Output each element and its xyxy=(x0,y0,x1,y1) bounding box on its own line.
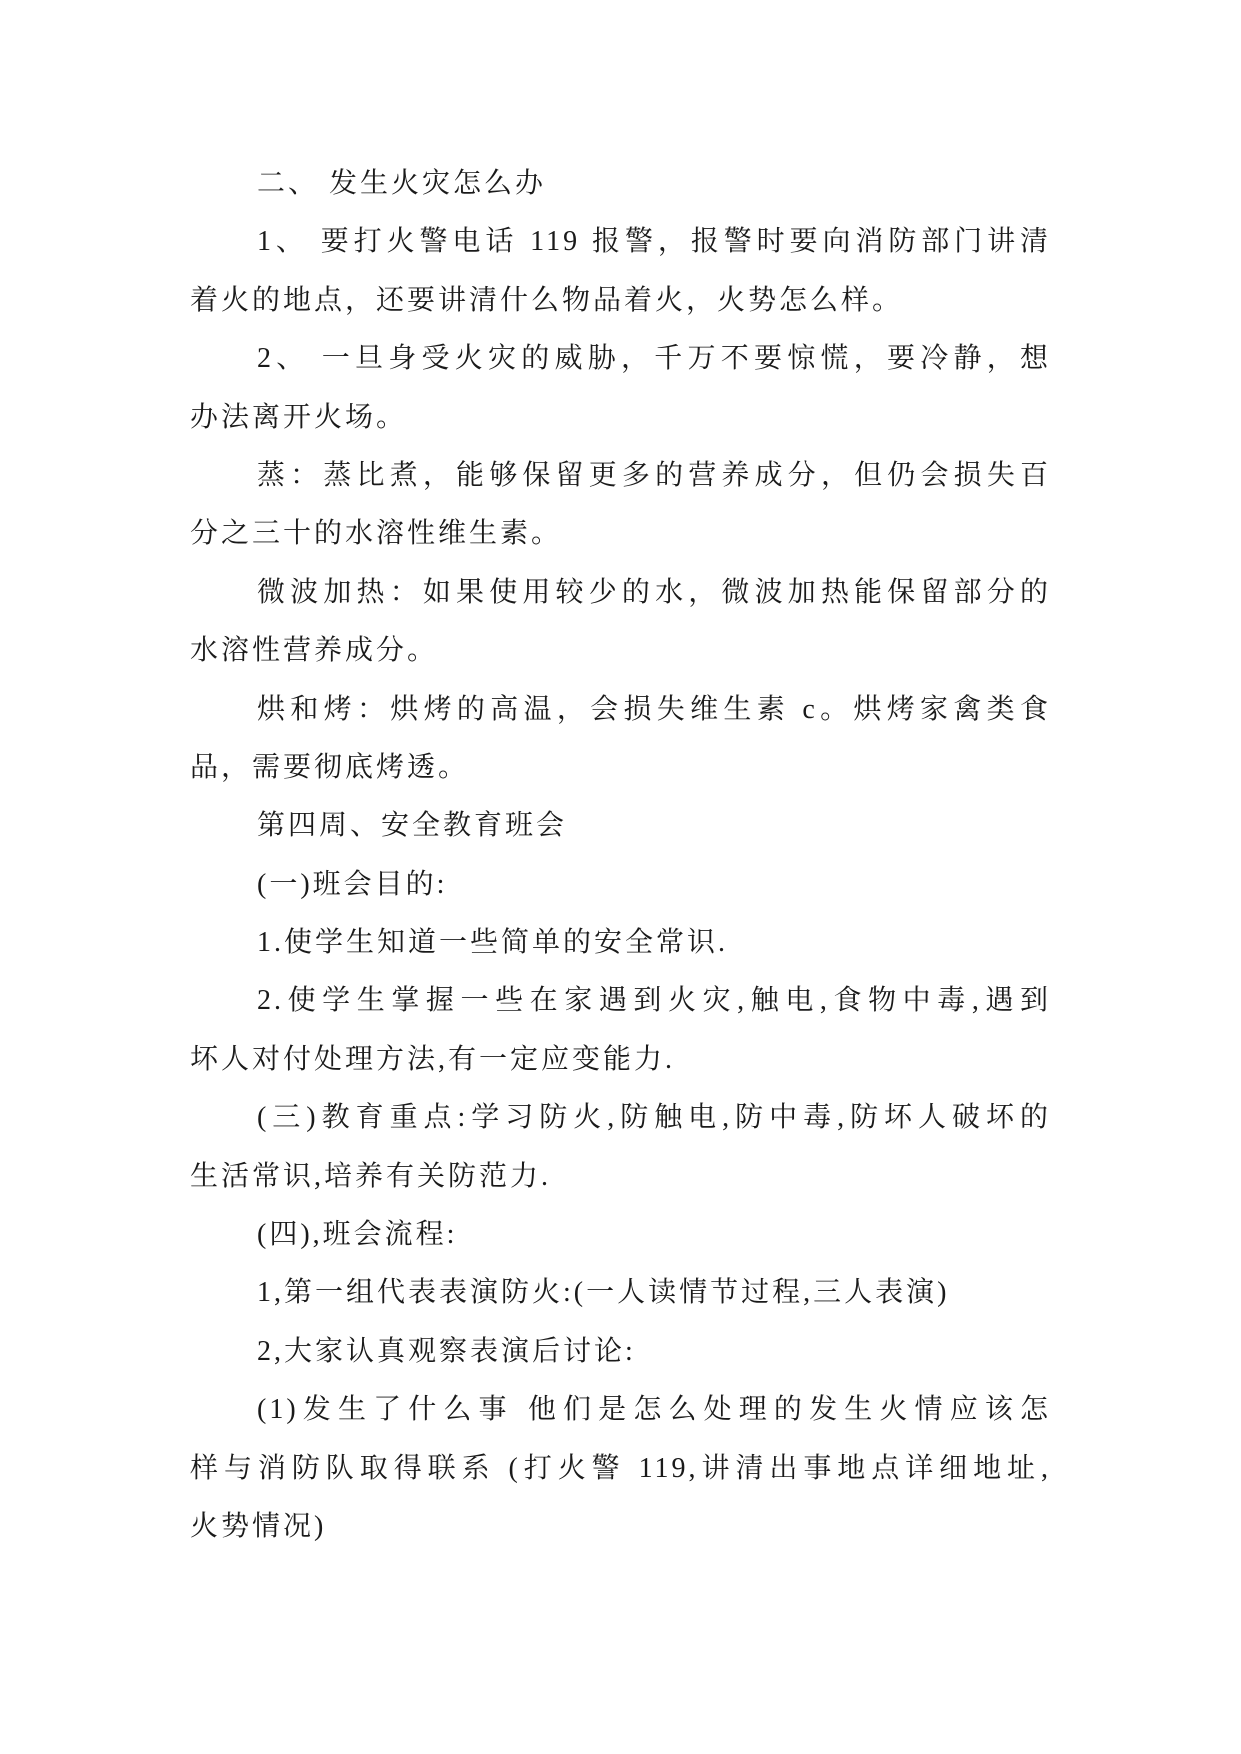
week-four-heading xyxy=(190,797,1051,855)
text-line: (三)教育重点:学习防火,防触电,防中毒,防坏人破坏的 xyxy=(257,1102,1051,1134)
text-line: 2、 一旦身受火灾的威胁，千万不要惊慌，要冷静，想 xyxy=(257,343,1051,375)
process-step-2 xyxy=(190,1323,1051,1381)
goal-item-2 xyxy=(190,972,1051,1089)
education-focus-paragraph xyxy=(190,1089,1051,1206)
discussion-question-1 xyxy=(190,1381,1051,1556)
text-line: 样与消防队取得联系 (打火警 119,讲清出事地点详细地址, xyxy=(190,1452,1051,1484)
text-line: (一)班会目的: xyxy=(257,868,448,900)
process-step-1 xyxy=(190,1264,1051,1322)
text-line: 坏人对付处理方法,有一定应变能力. xyxy=(190,1043,676,1075)
fire-step-2 xyxy=(190,330,1051,447)
text-line: 蒸：蒸比煮，能够保留更多的营养成分，但仍会损失百 xyxy=(257,459,1051,491)
text-line: 办法离开火场。 xyxy=(190,401,408,433)
text-line: 分之三十的水溶性维生素。 xyxy=(190,518,563,550)
text-line: 生活常识,培养有关防范力. xyxy=(190,1160,552,1192)
text-line: 2.使学生掌握一些在家遇到火灾,触电,食物中毒,遇到 xyxy=(257,985,1051,1017)
goal-item-1 xyxy=(190,914,1051,972)
text-line: 水溶性营养成分。 xyxy=(190,635,439,667)
text-line: (1)发生了什么事 他们是怎么处理的发生火情应该怎 xyxy=(257,1394,1051,1426)
fire-step-1 xyxy=(190,213,1051,330)
text-line: 品，需要彻底烤透。 xyxy=(190,751,470,783)
text-line: (四),班会流程: xyxy=(257,1219,458,1251)
text-line: 着火的地点，还要讲清什么物品着火，火势怎么样。 xyxy=(190,284,904,316)
text-line: 第四周、安全教育班会 xyxy=(257,810,568,842)
text-line: 1、 要打火警电话 119 报警，报警时要向消防部门讲清 xyxy=(257,226,1051,258)
text-line: 微波加热：如果使用较少的水，微波加热能保留部分的 xyxy=(257,576,1051,608)
section-heading-fire xyxy=(190,155,1051,213)
text-line: 火势情况) xyxy=(190,1510,327,1542)
cooking-microwave-paragraph xyxy=(190,564,1051,681)
text-line: 1,第一组代表表演防火:(一人读情节过程,三人表演) xyxy=(257,1277,950,1309)
cooking-baking-paragraph xyxy=(190,681,1051,798)
document-body xyxy=(190,155,1051,1556)
text-line: 1.使学生知道一些简单的安全常识. xyxy=(257,927,729,959)
text-line: 二、 发生火灾怎么办 xyxy=(257,168,547,199)
meeting-process-heading xyxy=(190,1206,1051,1264)
text-line: 烘和烤：烘烤的高温，会损失维生素 c。烘烤家禽类食 xyxy=(257,693,1051,725)
cooking-steaming-paragraph xyxy=(190,447,1051,564)
text-line: 2,大家认真观察表演后讨论: xyxy=(257,1335,636,1367)
meeting-goal-heading xyxy=(190,856,1051,914)
